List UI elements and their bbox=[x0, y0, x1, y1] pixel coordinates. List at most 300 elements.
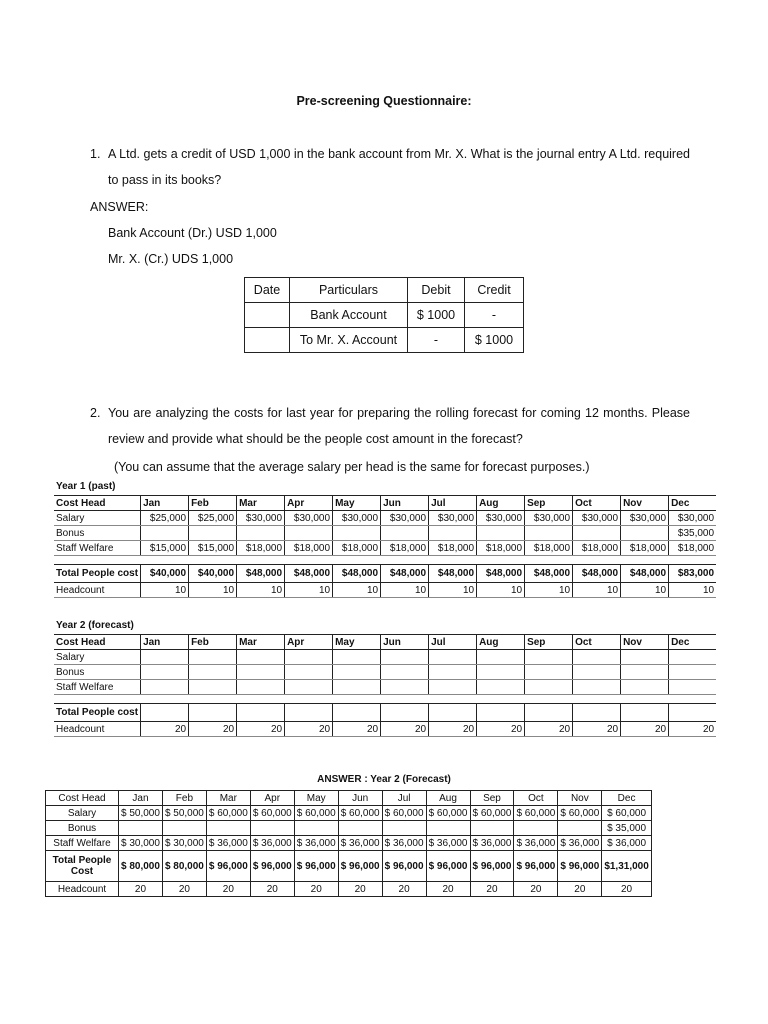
headcount-cell: 20 bbox=[514, 882, 558, 897]
total-cell: $48,000 bbox=[285, 565, 333, 583]
value-cell: $ 60,000 bbox=[250, 806, 294, 821]
spacer-cell bbox=[525, 556, 573, 565]
month-header: Apr bbox=[250, 791, 294, 806]
journal-header-date: Date bbox=[245, 278, 290, 303]
question-2-note: (You can assume that the average salary per head is the same for forecast purposes.) bbox=[114, 460, 590, 474]
value-cell: $18,000 bbox=[477, 541, 525, 556]
value-cell: $30,000 bbox=[573, 511, 621, 526]
value-cell bbox=[525, 526, 573, 541]
year-2-label: Year 2 (forecast) bbox=[56, 620, 134, 631]
empty-cell bbox=[237, 665, 285, 680]
page-title: Pre-screening Questionnaire: bbox=[296, 94, 472, 108]
value-cell: $ 60,000 bbox=[294, 806, 338, 821]
spacer-cell bbox=[285, 556, 333, 565]
month-header: May bbox=[294, 791, 338, 806]
journal-header-particulars: Particulars bbox=[290, 278, 408, 303]
value-cell: $30,000 bbox=[429, 511, 477, 526]
value-cell: $ 60,000 bbox=[382, 806, 426, 821]
row-label: Staff Welfare bbox=[54, 680, 141, 695]
journal-header-row bbox=[245, 278, 524, 303]
headcount-cell: 10 bbox=[285, 583, 333, 598]
month-header: Jul bbox=[382, 791, 426, 806]
spacer-cell bbox=[621, 695, 669, 704]
spacer-cell bbox=[669, 695, 717, 704]
month-header: Aug bbox=[477, 496, 525, 511]
journal-header-debit: Debit bbox=[408, 278, 465, 303]
headcount-cell: 20 bbox=[381, 722, 429, 737]
empty-cell bbox=[477, 665, 525, 680]
headcount-cell: 10 bbox=[525, 583, 573, 598]
month-header: Jan bbox=[141, 635, 189, 650]
year-1-table bbox=[54, 495, 716, 598]
month-header: Aug bbox=[477, 635, 525, 650]
value-cell: $ 36,000 bbox=[206, 836, 250, 851]
value-cell: $ 36,000 bbox=[382, 836, 426, 851]
headcount-cell: 20 bbox=[558, 882, 602, 897]
headcount-cell: 20 bbox=[189, 722, 237, 737]
empty-cell bbox=[141, 665, 189, 680]
value-cell: $18,000 bbox=[669, 541, 717, 556]
spacer-cell bbox=[477, 695, 525, 704]
value-cell: $ 36,000 bbox=[514, 836, 558, 851]
month-header: Mar bbox=[237, 635, 285, 650]
value-cell: $25,000 bbox=[189, 511, 237, 526]
value-cell bbox=[189, 526, 237, 541]
total-cell: $ 96,000 bbox=[426, 851, 470, 882]
journal-cell: - bbox=[465, 303, 524, 328]
year-2-header-row bbox=[54, 635, 716, 650]
empty-cell bbox=[381, 665, 429, 680]
empty-cell bbox=[429, 704, 477, 722]
answer-table bbox=[45, 790, 652, 897]
value-cell: $ 36,000 bbox=[250, 836, 294, 851]
headcount-cell: 20 bbox=[621, 722, 669, 737]
empty-cell bbox=[429, 680, 477, 695]
empty-cell bbox=[141, 704, 189, 722]
headcount-cell: 10 bbox=[141, 583, 189, 598]
spacer-cell bbox=[573, 556, 621, 565]
spacer-cell bbox=[285, 695, 333, 704]
value-cell bbox=[206, 821, 250, 836]
empty-cell bbox=[333, 650, 381, 665]
value-cell bbox=[426, 821, 470, 836]
journal-cell: Bank Account bbox=[290, 303, 408, 328]
value-cell bbox=[162, 821, 206, 836]
row-label: Bonus bbox=[54, 526, 141, 541]
total-cell: $83,000 bbox=[669, 565, 717, 583]
month-header: Jun bbox=[381, 635, 429, 650]
value-cell: $18,000 bbox=[621, 541, 669, 556]
headcount-cell: 10 bbox=[621, 583, 669, 598]
value-cell: $18,000 bbox=[285, 541, 333, 556]
value-cell: $ 36,000 bbox=[470, 836, 514, 851]
value-cell: $18,000 bbox=[573, 541, 621, 556]
month-header: Dec bbox=[669, 496, 717, 511]
value-cell: $ 36,000 bbox=[426, 836, 470, 851]
headcount-cell: 20 bbox=[285, 722, 333, 737]
empty-cell bbox=[285, 704, 333, 722]
total-cell: $ 96,000 bbox=[382, 851, 426, 882]
spacer-row bbox=[54, 556, 716, 565]
month-header: May bbox=[333, 635, 381, 650]
total-cell: $40,000 bbox=[141, 565, 189, 583]
headcount-cell: 20 bbox=[162, 882, 206, 897]
row-label: Staff Welfare bbox=[46, 836, 119, 851]
value-cell bbox=[382, 821, 426, 836]
month-header: Mar bbox=[237, 496, 285, 511]
headcount-cell: 20 bbox=[237, 722, 285, 737]
headcount-cell: 20 bbox=[294, 882, 338, 897]
row-label: Salary bbox=[46, 806, 119, 821]
month-header: Sep bbox=[525, 635, 573, 650]
question-2-text: You are analyzing the costs for last year for preparing the rolling forecast for coming 12 months. Please review and provide what should be the people cost amount in the forecast? bbox=[108, 406, 690, 446]
row-label: Bonus bbox=[54, 665, 141, 680]
empty-cell bbox=[189, 665, 237, 680]
year-1-label: Year 1 (past) bbox=[56, 481, 116, 492]
year-2-headcount-row bbox=[54, 722, 716, 737]
spacer-row bbox=[54, 695, 716, 704]
spacer-cell bbox=[573, 695, 621, 704]
headcount-cell: 10 bbox=[573, 583, 621, 598]
total-cell: $48,000 bbox=[333, 565, 381, 583]
month-header: Apr bbox=[285, 635, 333, 650]
month-header: Jul bbox=[429, 635, 477, 650]
month-header: Nov bbox=[558, 791, 602, 806]
spacer-cell bbox=[525, 695, 573, 704]
value-cell: $ 60,000 bbox=[206, 806, 250, 821]
value-cell: $30,000 bbox=[333, 511, 381, 526]
answer-line-1: Bank Account (Dr.) USD 1,000 bbox=[108, 226, 277, 240]
journal-cell: $ 1000 bbox=[465, 328, 524, 353]
spacer-cell bbox=[381, 556, 429, 565]
total-cell: $ 96,000 bbox=[294, 851, 338, 882]
journal-cell bbox=[245, 328, 290, 353]
headcount-cell: 20 bbox=[477, 722, 525, 737]
spacer-cell bbox=[141, 695, 189, 704]
total-cell: $48,000 bbox=[525, 565, 573, 583]
empty-cell bbox=[237, 680, 285, 695]
value-cell: $15,000 bbox=[189, 541, 237, 556]
year-1-total-row bbox=[54, 565, 716, 583]
month-header: Dec bbox=[602, 791, 652, 806]
value-cell: $ 36,000 bbox=[338, 836, 382, 851]
value-cell: $18,000 bbox=[237, 541, 285, 556]
empty-cell bbox=[621, 665, 669, 680]
total-cell: $ 96,000 bbox=[558, 851, 602, 882]
month-header: Feb bbox=[189, 496, 237, 511]
question-1-number: 1. bbox=[90, 147, 101, 161]
empty-cell bbox=[333, 704, 381, 722]
empty-cell bbox=[141, 680, 189, 695]
empty-cell bbox=[573, 650, 621, 665]
journal-row bbox=[245, 303, 524, 328]
spacer-cell bbox=[669, 556, 717, 565]
month-header: Oct bbox=[573, 496, 621, 511]
empty-cell bbox=[669, 650, 717, 665]
headcount-cell: 20 bbox=[602, 882, 652, 897]
value-cell bbox=[477, 526, 525, 541]
value-cell: $30,000 bbox=[621, 511, 669, 526]
row-label: Salary bbox=[54, 650, 141, 665]
journal-entry-table bbox=[244, 277, 524, 353]
empty-cell bbox=[477, 680, 525, 695]
value-cell: $25,000 bbox=[141, 511, 189, 526]
total-cell: $48,000 bbox=[621, 565, 669, 583]
total-cell: $48,000 bbox=[573, 565, 621, 583]
headcount-cell: 20 bbox=[573, 722, 621, 737]
empty-cell bbox=[669, 704, 717, 722]
value-cell bbox=[558, 821, 602, 836]
empty-cell bbox=[669, 665, 717, 680]
month-header: May bbox=[333, 496, 381, 511]
month-header: Nov bbox=[621, 635, 669, 650]
total-label: Total People Cost bbox=[46, 851, 119, 882]
month-header: Jan bbox=[119, 791, 163, 806]
total-label: Total People cost bbox=[54, 704, 141, 722]
value-cell: $18,000 bbox=[381, 541, 429, 556]
value-cell bbox=[285, 526, 333, 541]
spacer-cell bbox=[189, 556, 237, 565]
empty-cell bbox=[573, 704, 621, 722]
empty-cell bbox=[477, 650, 525, 665]
headcount-cell: 20 bbox=[250, 882, 294, 897]
year-1-data-row bbox=[54, 511, 716, 526]
headcount-cell: 10 bbox=[237, 583, 285, 598]
spacer-cell bbox=[189, 695, 237, 704]
total-cell: $48,000 bbox=[381, 565, 429, 583]
month-header: Mar bbox=[206, 791, 250, 806]
value-cell bbox=[338, 821, 382, 836]
headcount-cell: 20 bbox=[119, 882, 163, 897]
month-header: Sep bbox=[525, 496, 573, 511]
empty-cell bbox=[381, 680, 429, 695]
headcount-cell: 20 bbox=[338, 882, 382, 897]
empty-cell bbox=[429, 650, 477, 665]
year-1-header-row bbox=[54, 496, 716, 511]
value-cell bbox=[250, 821, 294, 836]
year-2-data-row bbox=[54, 665, 716, 680]
question-1 bbox=[90, 141, 690, 193]
value-cell: $ 36,000 bbox=[294, 836, 338, 851]
headcount-cell: 20 bbox=[333, 722, 381, 737]
month-header: Jul bbox=[429, 496, 477, 511]
empty-cell bbox=[573, 680, 621, 695]
headcount-cell: 20 bbox=[382, 882, 426, 897]
headcount-cell: 20 bbox=[141, 722, 189, 737]
total-cell: $48,000 bbox=[429, 565, 477, 583]
headcount-label: Headcount bbox=[54, 583, 141, 598]
total-cell: $ 80,000 bbox=[162, 851, 206, 882]
year-1-data-row bbox=[54, 541, 716, 556]
spacer-cell bbox=[237, 695, 285, 704]
value-cell bbox=[141, 526, 189, 541]
value-cell bbox=[470, 821, 514, 836]
cost-head-label: Cost Head bbox=[46, 791, 119, 806]
headcount-cell: 20 bbox=[669, 722, 717, 737]
month-header: Jun bbox=[381, 496, 429, 511]
empty-cell bbox=[285, 650, 333, 665]
value-cell: $ 60,000 bbox=[514, 806, 558, 821]
value-cell: $ 50,000 bbox=[162, 806, 206, 821]
empty-cell bbox=[237, 704, 285, 722]
spacer-cell bbox=[621, 556, 669, 565]
value-cell: $ 60,000 bbox=[426, 806, 470, 821]
total-cell: $ 96,000 bbox=[514, 851, 558, 882]
empty-cell bbox=[237, 650, 285, 665]
spacer-cell bbox=[333, 695, 381, 704]
spacer-cell bbox=[333, 556, 381, 565]
value-cell: $ 60,000 bbox=[558, 806, 602, 821]
empty-cell bbox=[381, 704, 429, 722]
month-header: Aug bbox=[426, 791, 470, 806]
month-header: Feb bbox=[189, 635, 237, 650]
month-header: Oct bbox=[514, 791, 558, 806]
spacer-cell bbox=[381, 695, 429, 704]
journal-row bbox=[245, 328, 524, 353]
value-cell bbox=[573, 526, 621, 541]
month-header: Sep bbox=[470, 791, 514, 806]
answer-header-row bbox=[46, 791, 652, 806]
answer-label: ANSWER: bbox=[90, 200, 149, 214]
spacer-cell bbox=[54, 556, 141, 565]
empty-cell bbox=[189, 650, 237, 665]
headcount-cell: 20 bbox=[525, 722, 573, 737]
headcount-label: Headcount bbox=[54, 722, 141, 737]
value-cell: $ 35,000 bbox=[602, 821, 652, 836]
answer-caption: ANSWER : Year 2 (Forecast) bbox=[317, 774, 451, 785]
empty-cell bbox=[189, 704, 237, 722]
headcount-label: Headcount bbox=[46, 882, 119, 897]
headcount-cell: 10 bbox=[429, 583, 477, 598]
value-cell bbox=[119, 821, 163, 836]
question-1-text: A Ltd. gets a credit of USD 1,000 in the bank account from Mr. X. What is the journal entry A Ltd. required to pass in its books? bbox=[108, 147, 690, 187]
empty-cell bbox=[621, 680, 669, 695]
empty-cell bbox=[477, 704, 525, 722]
value-cell: $30,000 bbox=[381, 511, 429, 526]
month-header: Oct bbox=[573, 635, 621, 650]
headcount-cell: 20 bbox=[426, 882, 470, 897]
answer-line-2: Mr. X. (Cr.) UDS 1,000 bbox=[108, 252, 234, 266]
total-label: Total People cost bbox=[54, 565, 141, 583]
answer-total-row bbox=[46, 851, 652, 882]
spacer-cell bbox=[429, 556, 477, 565]
row-label: Staff Welfare bbox=[54, 541, 141, 556]
answer-data-row bbox=[46, 806, 652, 821]
headcount-cell: 10 bbox=[333, 583, 381, 598]
value-cell bbox=[621, 526, 669, 541]
spacer-cell bbox=[429, 695, 477, 704]
year-2-table bbox=[54, 634, 716, 737]
year-1-data-row bbox=[54, 526, 716, 541]
empty-cell bbox=[381, 650, 429, 665]
total-cell: $48,000 bbox=[477, 565, 525, 583]
value-cell bbox=[514, 821, 558, 836]
total-cell: $ 96,000 bbox=[250, 851, 294, 882]
month-header: Apr bbox=[285, 496, 333, 511]
month-header: Dec bbox=[669, 635, 717, 650]
month-header: Jan bbox=[141, 496, 189, 511]
value-cell bbox=[237, 526, 285, 541]
empty-cell bbox=[333, 665, 381, 680]
spacer-cell bbox=[54, 695, 141, 704]
value-cell bbox=[333, 526, 381, 541]
value-cell: $ 30,000 bbox=[119, 836, 163, 851]
row-label: Bonus bbox=[46, 821, 119, 836]
empty-cell bbox=[621, 650, 669, 665]
journal-cell: $ 1000 bbox=[408, 303, 465, 328]
value-cell: $35,000 bbox=[669, 526, 717, 541]
value-cell: $30,000 bbox=[237, 511, 285, 526]
row-label: Salary bbox=[54, 511, 141, 526]
value-cell: $ 60,000 bbox=[470, 806, 514, 821]
answer-headcount-row bbox=[46, 882, 652, 897]
value-cell: $ 36,000 bbox=[558, 836, 602, 851]
spacer-cell bbox=[477, 556, 525, 565]
cost-head-label: Cost Head bbox=[54, 635, 141, 650]
empty-cell bbox=[333, 680, 381, 695]
value-cell: $30,000 bbox=[477, 511, 525, 526]
empty-cell bbox=[525, 680, 573, 695]
month-header: Jun bbox=[338, 791, 382, 806]
headcount-cell: 10 bbox=[381, 583, 429, 598]
journal-header-credit: Credit bbox=[465, 278, 524, 303]
year-1-headcount-row bbox=[54, 583, 716, 598]
value-cell: $ 30,000 bbox=[162, 836, 206, 851]
cost-head-label: Cost Head bbox=[54, 496, 141, 511]
spacer-cell bbox=[237, 556, 285, 565]
headcount-cell: 10 bbox=[477, 583, 525, 598]
month-header: Nov bbox=[621, 496, 669, 511]
empty-cell bbox=[429, 665, 477, 680]
journal-cell: - bbox=[408, 328, 465, 353]
empty-cell bbox=[525, 665, 573, 680]
headcount-cell: 10 bbox=[189, 583, 237, 598]
value-cell: $18,000 bbox=[429, 541, 477, 556]
empty-cell bbox=[285, 665, 333, 680]
value-cell: $15,000 bbox=[141, 541, 189, 556]
value-cell: $30,000 bbox=[669, 511, 717, 526]
value-cell bbox=[429, 526, 477, 541]
total-cell: $40,000 bbox=[189, 565, 237, 583]
question-2-number: 2. bbox=[90, 406, 101, 420]
question-2 bbox=[90, 400, 690, 452]
empty-cell bbox=[573, 665, 621, 680]
value-cell bbox=[294, 821, 338, 836]
empty-cell bbox=[141, 650, 189, 665]
value-cell: $ 60,000 bbox=[602, 806, 652, 821]
total-cell: $1,31,000 bbox=[602, 851, 652, 882]
answer-data-row bbox=[46, 836, 652, 851]
empty-cell bbox=[621, 704, 669, 722]
empty-cell bbox=[189, 680, 237, 695]
journal-cell: To Mr. X. Account bbox=[290, 328, 408, 353]
empty-cell bbox=[669, 680, 717, 695]
year-2-data-row bbox=[54, 680, 716, 695]
value-cell: $ 60,000 bbox=[338, 806, 382, 821]
value-cell: $18,000 bbox=[333, 541, 381, 556]
value-cell: $30,000 bbox=[525, 511, 573, 526]
value-cell: $30,000 bbox=[285, 511, 333, 526]
headcount-cell: 20 bbox=[206, 882, 250, 897]
value-cell: $ 50,000 bbox=[119, 806, 163, 821]
journal-cell bbox=[245, 303, 290, 328]
total-cell: $ 80,000 bbox=[119, 851, 163, 882]
headcount-cell: 20 bbox=[470, 882, 514, 897]
value-cell: $18,000 bbox=[525, 541, 573, 556]
total-cell: $ 96,000 bbox=[338, 851, 382, 882]
empty-cell bbox=[525, 650, 573, 665]
empty-cell bbox=[285, 680, 333, 695]
